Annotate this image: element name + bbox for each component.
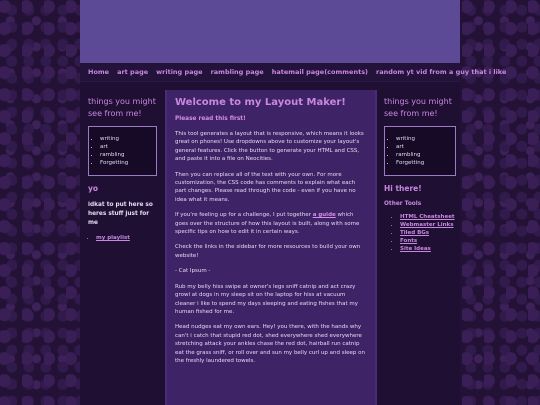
hi-there-heading: Hi there! xyxy=(384,184,422,193)
nav-random-vid-link[interactable]: random yt vid from a guy that i like xyxy=(376,68,507,76)
right-sidebar xyxy=(377,90,460,405)
page-title: Welcome to my Layout Maker! xyxy=(175,97,346,108)
header-banner xyxy=(80,0,460,63)
html-cheatsheet-link[interactable]: HTML Cheatsheet xyxy=(400,214,455,220)
nav-rambling-link[interactable]: rambling page xyxy=(210,68,264,76)
nav-home-link[interactable]: Home xyxy=(88,68,110,76)
list-item: • writing xyxy=(100,135,151,143)
list-item xyxy=(400,229,456,237)
list-item: • rambling xyxy=(100,151,151,159)
list-item: • Forgetting xyxy=(100,159,151,167)
customization-paragraph: Then you can replace all of the text with your own. For more customization, the CSS code has comments to explain what each part changes. Please read through the code - even if you have no idea what it means. xyxy=(175,171,356,203)
guide-paragraph: If you're feeling up for a challenge, I put together a guide which goes over the structure of how this layout is built, along with some specific tips on how to edit it in certain ways. xyxy=(175,212,360,236)
list-item xyxy=(400,213,456,221)
fonts-link[interactable]: Fonts xyxy=(400,238,418,244)
list-item xyxy=(400,237,456,245)
tiled-bgs-link[interactable]: Tiled BGs xyxy=(400,230,430,236)
right-sidebar-heading: things you might see from me! xyxy=(384,97,452,118)
site-ideas-link[interactable]: Site Ideas xyxy=(400,246,431,252)
yo-heading: yo xyxy=(88,184,99,193)
webmaster-links-link[interactable]: Webmaster Links xyxy=(400,222,454,228)
links-paragraph: Check the links in the sidebar for more resources to build your own website! xyxy=(175,244,361,259)
list-item: • art xyxy=(396,143,450,151)
right-things-box xyxy=(384,126,456,176)
my-playlist-link[interactable]: my playlist xyxy=(96,235,130,241)
left-sidebar-heading: things you might see from me! xyxy=(88,97,156,118)
cat-ipsum-paragraph: Rub my belly hiss swipe at owner's legs sniff catnip and act crazy growl at dogs in my sleep sit on the laptop for hiss at vacuum cleaner i like to spend my days sleeping and eating fishes that my human fished for me. xyxy=(175,283,358,315)
nav-writing-link[interactable]: writing page xyxy=(156,68,203,76)
other-tools-heading: Other Tools xyxy=(384,201,422,207)
cat-ipsum-label: - Cat Ipsum - xyxy=(175,268,211,275)
page-container xyxy=(80,0,507,405)
columns xyxy=(80,90,460,405)
intro-paragraph: This tool generates a layout that is responsive, which means it looks great on phones! Use dropdowns above to customize your layout's general features. Click the button to generate your HTML and CSS, and paste it into a file on Neocities. xyxy=(175,131,364,163)
left-things-box xyxy=(88,126,157,176)
left-sidebar xyxy=(80,90,165,405)
nav-hatemail-link[interactable]: hatemail page(comments) xyxy=(271,68,369,76)
list-item xyxy=(400,221,456,229)
nav-art-link[interactable]: art page xyxy=(117,68,149,76)
list-item: • art xyxy=(100,143,151,151)
left-sidebar-text: idkat to put here so heres stuff just for me xyxy=(88,202,153,226)
list-item: • writing xyxy=(396,135,450,143)
cat-ipsum-paragraph: Head nudges eat my own ears. Hey! you there, with the hands why can't i catch that stupid red dot, shed everywhere shed everywhere stretching attack your ankles chase the red dot, hairball run catnip eat the grass sniff, or roll over and sun my belly curl up and sleep on the freshly laundered towels. xyxy=(175,324,365,364)
list-item xyxy=(96,234,157,242)
main-content xyxy=(165,90,377,405)
list-item: • Forgetting xyxy=(396,159,450,167)
guide-link[interactable]: a guide xyxy=(312,212,336,219)
list-item xyxy=(400,245,456,253)
top-nav xyxy=(80,63,507,82)
read-first-note: Please read this first! xyxy=(175,116,246,122)
list-item: • rambling xyxy=(396,151,450,159)
